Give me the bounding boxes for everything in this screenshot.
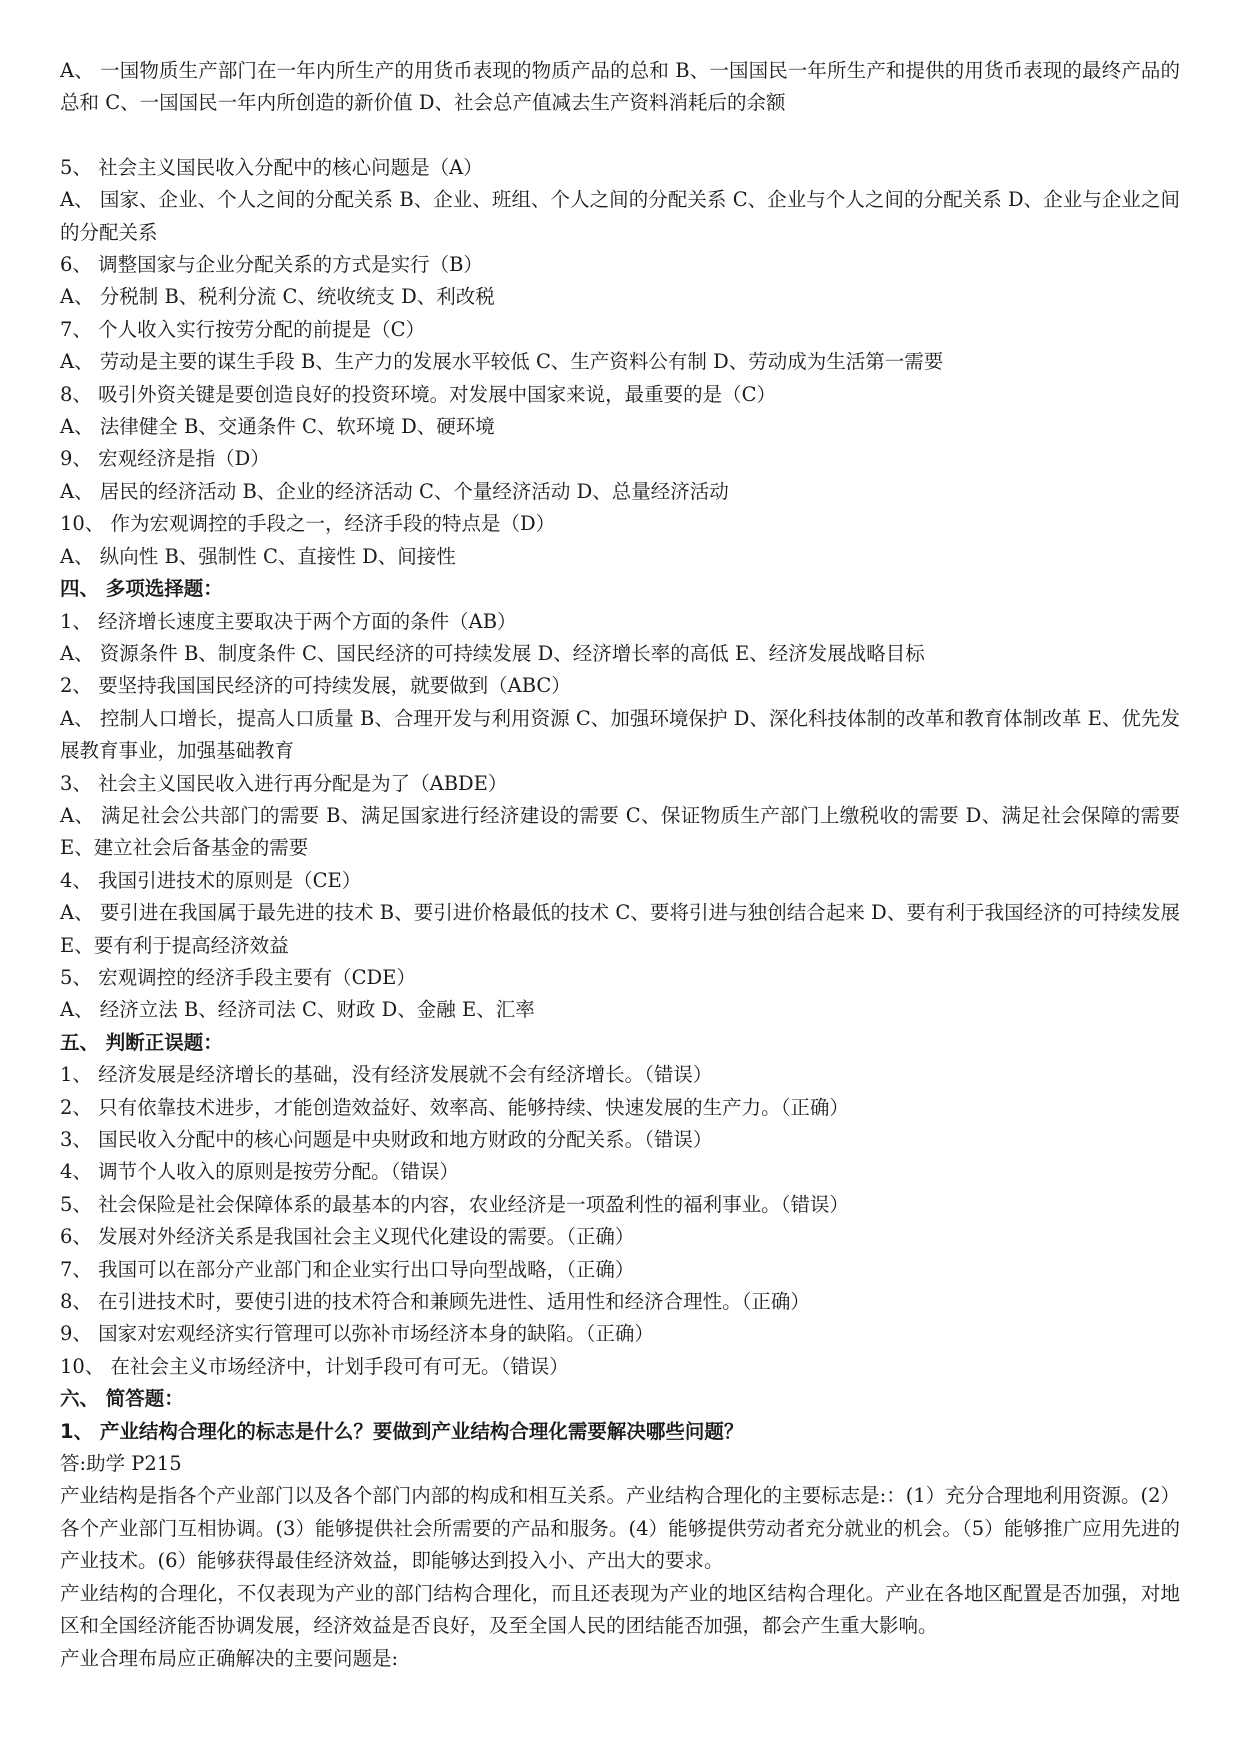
option-line: A、 居民的经济活动 B、企业的经济活动 C、个量经济活动 D、总量经济活动 xyxy=(60,479,729,503)
option-line: A、 国家、企业、个人之间的分配关系 B、企业、班组、个人之间的分配关系 C、企业与个人之间的分配关系 D、企业与企业之间的分配关系 xyxy=(60,188,1180,244)
section-heading: 六、 简答题： xyxy=(60,1387,184,1411)
option-line: A、 纵向性 B、强制性 C、直接性 D、间接性 xyxy=(60,544,456,568)
section-heading: 五、 判断正误题： xyxy=(60,1030,223,1054)
answer-paragraph: 产业结构是指各个产业部门以及各个部门内部的构成和相互关系。产业结构合理化的主要标志是:：(1）充分合理地利用资源。(2）各个产业部门互相协调。(3）能够提供社会所需要的产品和服务。(4）能够提供劳动者充分就业的机会。（5）能够推广应用先进的产业技术。(6）能够获得最佳经济效益，即能够达到投入小、产出大的要求。 xyxy=(60,1484,1180,1573)
question-line: 9、 宏观经济是指（D） xyxy=(60,447,270,471)
judgement-line: 5、 社会保险是社会保障体系的最基本的内容，农业经济是一项盈利性的福利事业。（错误） xyxy=(60,1192,849,1216)
judgement-line: 8、 在引进技术时，要使引进的技术符合和兼顾先进性、适用性和经济合理性。（正确） xyxy=(60,1290,810,1314)
judgement-line: 9、 国家对宏观经济实行管理可以弥补市场经济本身的缺陷。（正确） xyxy=(60,1322,654,1346)
answer-paragraph: 产业合理布局应正确解决的主要问题是: xyxy=(60,1646,399,1670)
question-line: 2、 要坚持我国国民经济的可持续发展，就要做到（ABC） xyxy=(60,674,571,698)
answer-reference: 答:助学 P215 xyxy=(60,1452,182,1476)
question-line: 7、 个人收入实行按劳分配的前提是（C） xyxy=(60,317,426,341)
judgement-line: 4、 调节个人收入的原则是按劳分配。（错误） xyxy=(60,1160,459,1184)
blank-line xyxy=(60,120,1180,152)
question-line: 5、 社会主义国民收入分配中的核心问题是（A） xyxy=(60,155,483,179)
judgement-line: 6、 发展对外经济关系是我国社会主义现代化建设的需要。（正确） xyxy=(60,1225,635,1249)
option-line: A、 满足社会公共部门的需要 B、满足国家进行经济建设的需要 C、保证物质生产部门上缴税收的需要 D、满足社会保障的需要 E、建立社会后备基金的需要 xyxy=(60,803,1187,860)
document-body xyxy=(60,55,1187,1675)
judgement-line: 7、 我国可以在部分产业部门和企业实行出口导向型战略，（正确） xyxy=(60,1257,635,1281)
option-line: A、 劳动是主要的谋生手段 B、生产力的发展水平较低 C、生产资料公有制 D、劳动成为生活第一需要 xyxy=(60,350,944,374)
option-line: A、 经济立法 B、经济司法 C、财政 D、金融 E、汇率 xyxy=(60,998,535,1022)
question-line: 3、 社会主义国民收入进行再分配是为了（ABDE） xyxy=(60,771,508,795)
option-line: A、 法律健全 B、交通条件 C、软环境 D、硬环境 xyxy=(60,415,495,439)
option-line: A、 一国物质生产部门在一年内所生产的用货币表现的物质产品的总和 B、一国国民一年所生产和提供的用货币表现的最终产品的总和 C、一国国民一年内所创造的新价值 D、社会总产值减去生产资料消耗后的余额 xyxy=(60,59,1180,115)
question-line: 8、 吸引外资关键是要创造良好的投资环境。对发展中国家来说，最重要的是（C） xyxy=(60,382,777,406)
essay-question: 1、 产业结构合理化的标志是什么？要做到产业结构合理化需要解决哪些问题？ xyxy=(60,1419,744,1443)
option-line: A、 控制人口增长，提高人口质量 B、合理开发与利用资源 C、加强环境保护 D、深化科技体制的改革和教育体制改革 E、优先发展教育事业，加强基础教育 xyxy=(60,706,1180,763)
answer-paragraph: 产业结构的合理化，不仅表现为产业的部门结构合理化，而且还表现为产业的地区结构合理化。产业在各地区配置是否加强，对地区和全国经济能否协调发展，经济效益是否良好，及至全国人民的团结能否加强，都会产生重大影响。 xyxy=(60,1581,1180,1638)
option-line: A、 要引进在我国属于最先进的技术 B、要引进价格最低的技术 C、要将引进与独创结合起来 D、要有利于我国经济的可持续发展 E、要有利于提高经济效益 xyxy=(60,901,1187,957)
question-line: 4、 我国引进技术的原则是（CE） xyxy=(60,868,362,892)
question-line: 5、 宏观调控的经济手段主要有（CDE） xyxy=(60,965,416,989)
judgement-line: 2、 只有依靠技术进步，才能创造效益好、效率高、能够持续、快速发展的生产力。（正确） xyxy=(60,1095,849,1119)
judgement-line: 10、 在社会主义市场经济中，计划手段可有可无。（错误） xyxy=(60,1354,569,1378)
judgement-line: 3、 国民收入分配中的核心问题是中央财政和地方财政的分配关系。（错误） xyxy=(60,1128,713,1151)
question-line: 10、 作为宏观调控的手段之一，经济手段的特点是（D） xyxy=(60,512,556,536)
judgement-line: 1、 经济发展是经济增长的基础，没有经济发展就不会有经济增长。（错误） xyxy=(60,1063,713,1087)
option-line: A、 分税制 B、税利分流 C、统收统支 D、利改税 xyxy=(60,285,495,309)
option-line: A、 资源条件 B、制度条件 C、国民经济的可持续发展 D、经济增长率的高低 E、经济发展战略目标 xyxy=(60,641,925,665)
question-line: 6、 调整国家与企业分配关系的方式是实行（B） xyxy=(60,253,483,277)
section-heading: 四、 多项选择题： xyxy=(60,577,223,601)
question-line: 1、 经济增长速度主要取决于两个方面的条件（AB） xyxy=(60,609,517,633)
